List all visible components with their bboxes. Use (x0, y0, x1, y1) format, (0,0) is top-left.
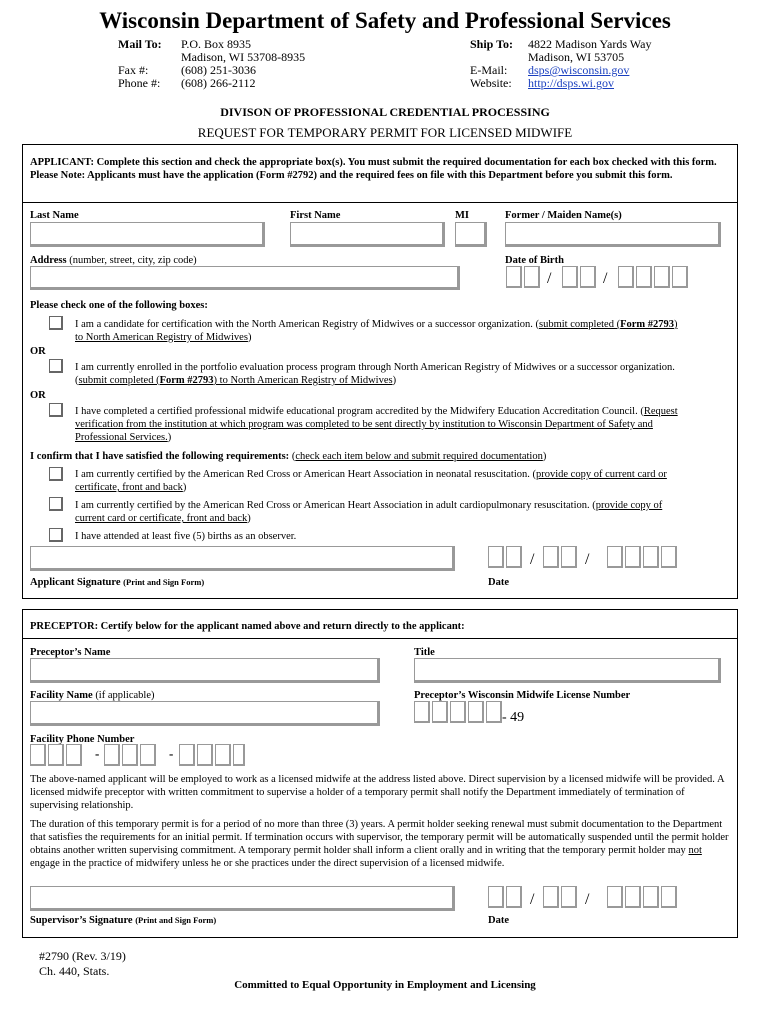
option2-underline-a: submit completed ( (78, 375, 160, 386)
address-field[interactable] (30, 266, 460, 290)
option1-underline-a: submit completed ( (539, 319, 621, 330)
sup-date-year-4[interactable] (661, 886, 677, 908)
req2-underline-a: provide copy of (595, 500, 663, 511)
mail-to-line1: P.O. Box 8935 (181, 37, 252, 51)
first-name-field[interactable] (290, 222, 445, 247)
option3-checkbox[interactable] (49, 403, 63, 417)
fax-label: Fax #: (118, 63, 149, 77)
req1-underline-b: certificate, front and back (75, 482, 183, 493)
preceptor-name-label: Preceptor’s Name (30, 647, 111, 658)
sig-date-year-4[interactable] (661, 546, 677, 568)
license-suffix: - 49 (502, 710, 525, 725)
or-label: OR (30, 390, 46, 401)
option3-underline-b: verification from the institution at which program was completed to be sent directly by institution to Wisconsin Department of Safety and (75, 419, 653, 430)
applicant-signature-small: (Print and Sign Form) (123, 577, 205, 587)
option1-text (75, 318, 735, 344)
sig-date-day-1[interactable] (543, 546, 559, 568)
option3-underline-c: Professional Services. (75, 432, 168, 443)
phone-dash: - (95, 746, 100, 761)
supervisor-signature-label (30, 914, 216, 927)
req1-end: ) (182, 482, 187, 493)
supervisor-signature-field[interactable] (30, 886, 455, 911)
option3-text-a: I have completed a certified professional midwife educational program accredited by the Midwifery Education Accreditation Council. ( (75, 406, 644, 417)
email-link[interactable]: dsps@wisconsin.gov (528, 63, 630, 77)
option1-underline-b: ) (674, 319, 678, 330)
divider (22, 638, 737, 639)
applicant-signature-label (30, 576, 204, 589)
ship-to-label: Ship To: (470, 37, 514, 51)
supervision-paragraph: The above-named applicant will be employed to work as a licensed midwife at the address listed above. Direct supervision by a licensed midwife will be provided. A licensed midwife preceptor with written commitment to supervise a holder of a temporary permit shall notify the Department immediately of termination of supervising relationship. (30, 774, 724, 811)
sig-date-year-1[interactable] (607, 546, 623, 568)
phone-digit[interactable] (48, 744, 64, 766)
req3-checkbox[interactable] (49, 528, 63, 542)
or-label: OR (30, 346, 46, 357)
sig-date-year-2[interactable] (625, 546, 641, 568)
mail-to-label: Mail To: (118, 37, 162, 51)
dob-slash: / (547, 270, 552, 287)
req1-checkbox[interactable] (49, 467, 63, 481)
date-slash: / (585, 891, 590, 908)
division-title: DIVISON OF PROFESSIONAL CREDENTIAL PROCESSING (220, 105, 550, 119)
sup-date-month-1[interactable] (488, 886, 504, 908)
license-label: Preceptor’s Wisconsin Midwife License Number (414, 690, 631, 701)
mi-label: MI (455, 210, 469, 221)
email-label: E-Mail: (470, 63, 508, 77)
dob-year-3[interactable] (654, 266, 670, 288)
applicant-date-label: Date (488, 577, 509, 588)
sup-date-month-2[interactable] (506, 886, 522, 908)
last-name-field[interactable] (30, 222, 265, 247)
applicant-intro: APPLICANT: Complete this section and check the appropriate box(s). You must submit the required documentation for each box checked with this form. Please Note: Applicants must have the application (Form #2792) and the required fees on file with this Department before you submit this form. (30, 157, 717, 181)
option1-end: ) (247, 332, 252, 343)
supervisor-signature-text: Supervisor’s Signature (30, 915, 133, 926)
first-name-label: First Name (290, 210, 341, 221)
req2-end: ) (247, 513, 251, 524)
option3-end: ) (167, 432, 172, 443)
applicant-signature-field[interactable] (30, 546, 455, 571)
license-digit-2[interactable] (432, 701, 448, 723)
license-digit-3[interactable] (450, 701, 466, 723)
req1-text (75, 468, 735, 494)
preceptor-intro: PRECEPTOR: Certify below for the applicant named above and return directly to the applicant: (30, 621, 465, 632)
option2-text-a: I am currently enrolled in the portfolio evaluation process program through North American Registry of Midwives or a successor organization. (75, 362, 675, 373)
facility-name-field[interactable] (30, 701, 380, 726)
option1-form-number: Form #2793 (620, 319, 675, 330)
dob-month-2[interactable] (524, 266, 540, 288)
confirm-bold: I confirm that I have satisfied the following requirements: (30, 451, 290, 462)
license-digit-4[interactable] (468, 701, 484, 723)
former-name-field[interactable] (505, 222, 721, 247)
phone-digit[interactable] (122, 744, 138, 766)
dob-month-1[interactable] (506, 266, 522, 288)
sig-date-day-2[interactable] (561, 546, 577, 568)
option2-checkbox[interactable] (49, 359, 63, 373)
statute: Ch. 440, Stats. (39, 964, 110, 978)
phone-number: (608) 266-2112 (181, 76, 256, 90)
dob-year-4[interactable] (672, 266, 688, 288)
req1-text-a: I am currently certified by the American Red Cross or American Heart Association in neonatal resuscitation. ( (75, 469, 536, 480)
dob-year-2[interactable] (636, 266, 652, 288)
license-digit-5[interactable] (486, 701, 502, 723)
preceptor-name-field[interactable] (30, 658, 380, 683)
title-field[interactable] (414, 658, 721, 683)
form-number: #2790 (Rev. 3/19) (39, 949, 126, 963)
option3-underline-a: Request (643, 406, 678, 417)
req2-text (75, 499, 735, 525)
option1-checkbox[interactable] (49, 316, 63, 330)
sup-date-year-1[interactable] (607, 886, 623, 908)
phone-digit[interactable] (215, 744, 231, 766)
website-link[interactable]: http://dsps.wi.gov (528, 76, 615, 90)
address-label-rest: (number, street, city, zip code) (66, 255, 197, 266)
dob-label: Date of Birth (505, 255, 564, 266)
req2-checkbox[interactable] (49, 497, 63, 511)
phone-digit[interactable] (197, 744, 213, 766)
phone-digit[interactable] (66, 744, 82, 766)
option3-text (75, 405, 735, 444)
ship-to-line1: 4822 Madison Yards Way (528, 37, 652, 51)
duration-paragraph (30, 818, 730, 870)
confirm-heading (30, 450, 546, 463)
option2-form-number: Form #2793 (159, 375, 214, 386)
last-name-label: Last Name (30, 210, 79, 221)
option2-open: ( (75, 375, 79, 386)
dob-day-1[interactable] (562, 266, 578, 288)
confirm-underline: check each item below and submit required documentation (295, 451, 543, 462)
sup-date-day-1[interactable] (543, 886, 559, 908)
dob-slash: / (603, 270, 608, 287)
dob-year-1[interactable] (618, 266, 634, 288)
duration-not: not (688, 845, 702, 856)
mi-field[interactable] (455, 222, 487, 247)
facility-name-rest: (if applicable) (92, 690, 155, 701)
divider (22, 202, 737, 203)
req1-underline-a: provide copy of current card or (535, 469, 667, 480)
sup-date-year-3[interactable] (643, 886, 659, 908)
former-name-label: Former / Maiden Name(s) (505, 210, 622, 221)
website-label: Website: (470, 76, 512, 90)
sup-date-year-2[interactable] (625, 886, 641, 908)
dob-day-2[interactable] (580, 266, 596, 288)
option2-text (75, 361, 735, 387)
confirm-open: ( (289, 451, 296, 462)
facility-phone-label: Facility Phone Number (30, 734, 135, 745)
phone-digit[interactable] (233, 744, 245, 766)
applicant-signature-text: Applicant Signature (30, 577, 121, 588)
date-slash: / (530, 551, 535, 568)
option2-end: ) (392, 375, 397, 386)
phone-digit[interactable] (140, 744, 156, 766)
option2-underline-b: ) to North American Registry of Midwives (213, 375, 393, 386)
supervisor-signature-small: (Print and Sign Form) (135, 915, 217, 925)
phone-digit[interactable] (179, 744, 195, 766)
facility-name-bold: Facility Name (30, 690, 93, 701)
option1-underline-c: to North American Registry of Midwives (75, 332, 248, 343)
sig-date-year-3[interactable] (643, 546, 659, 568)
fax-number: (608) 251-3036 (181, 63, 256, 77)
request-title: REQUEST FOR TEMPORARY PERMIT FOR LICENSED MIDWIFE (197, 125, 573, 140)
phone-label: Phone #: (118, 76, 161, 90)
sig-date-month-1[interactable] (488, 546, 504, 568)
license-digit-1[interactable] (414, 701, 430, 723)
sig-date-month-2[interactable] (506, 546, 522, 568)
option1-text-a: I am a candidate for certification with the North American Registry of Midwives or a successor organization. ( (75, 319, 539, 330)
mail-to-line2: Madison, WI 53708-8935 (181, 50, 306, 64)
duration-text-b: engage in the practice of midwifery unless he or she practices under the direct supervision of a licensed midwife. (30, 858, 505, 869)
duration-text-a: The duration of this temporary permit is for a period of no more than three (3) years. A permit holder seeking renewal must submit documentation to the Department that satisfies the requirements for an initial permit. If termination occurs with supervisor, the temporary permit will be automatically suspended until the permit holder obtains another written supervising commitment. A temporary permit holder shall inform a client orally and in writing that the temporary permit holder may (30, 819, 729, 856)
title-label: Title (414, 647, 435, 658)
date-slash: / (530, 891, 535, 908)
ship-to-line2: Madison, WI 53705 (528, 50, 625, 64)
req2-text-a: I am currently certified by the American Red Cross or American Heart Association in adult cardiopulmonary resuscitation. ( (75, 500, 596, 511)
phone-digit[interactable] (30, 744, 46, 766)
agency-title: Wisconsin Department of Safety and Professional Services (99, 8, 671, 33)
confirm-close: ) (542, 451, 547, 462)
phone-digit[interactable] (104, 744, 120, 766)
date-slash: / (585, 551, 590, 568)
address-label-bold: Address (30, 255, 67, 266)
supervisor-date-label: Date (488, 915, 509, 926)
equal-opportunity-note: Committed to Equal Opportunity in Employment and Licensing (234, 979, 536, 991)
phone-dash: - (169, 746, 174, 761)
req3-text: I have attended at least five (5) births as an observer. (75, 531, 297, 542)
check-one-heading: Please check one of the following boxes: (30, 300, 208, 311)
sup-date-day-2[interactable] (561, 886, 577, 908)
req2-underline-b: current card or certificate, front and back (75, 513, 248, 524)
